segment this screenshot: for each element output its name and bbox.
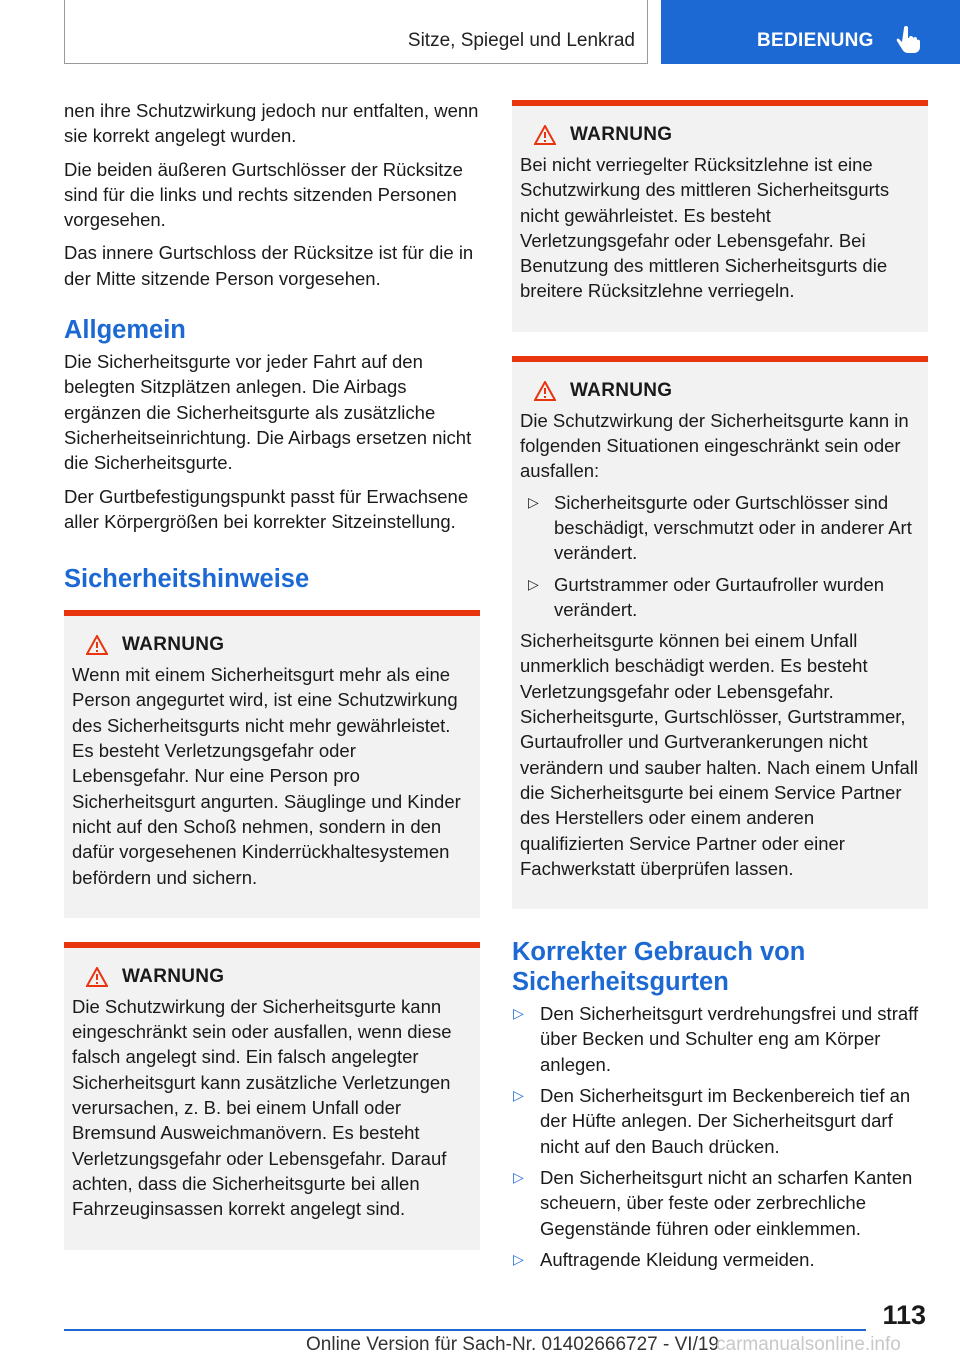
list-item: ▷ Gurtstrammer oder Gurtaufroller wurden verändert. [528,573,885,620]
warning-text: Wenn mit einem Sicherheitsgurt mehr als eine Person angegurtet wird, ist eine Schutzwirkung des Sicherheitsgurts nicht mehr gewährleistet. Es besteht Verletzungsgefahr oder Lebensgefahr. Nur eine Person pro Sicherheitsgurt angurten. Säuglinge und Kinder nicht auf den Schoß nehmen, sondern in den dafür vorgesehenen Kinderrückhaltesystemen befördern und sichern. [72,664,461,888]
warning-box [512,100,928,332]
heading-allgemein: Allgemein [64,316,186,345]
footer-rule [64,1329,866,1331]
triangle-bullet-icon: ▷ [513,1168,524,1185]
triangle-bullet-icon: ▷ [513,1250,524,1267]
warning-triangle-icon [86,635,108,655]
list-item: ▷ Den Sicherheitsgurt verdrehungsfrei und straff über Becken und Schulter eng am Körper anlegen. [513,1003,919,1075]
intro-paragraph: nen ihre Schutzwirkung jedoch nur entfalten, wenn sie korrekt angelegt wurden. [64,100,479,147]
intro-paragraph: Die beiden äußeren Gurtschlösser der Rücksitze sind für die links und rechts sitzenden Personen vorgesehen. [64,158,463,231]
warning-box [64,610,480,918]
list-item: ▷ Sicherheitsgurte oder Gurtschlösser sind beschädigt, verschmutzt oder in anderer Art verändert. [528,491,912,564]
triangle-bullet-icon: ▷ [513,1087,524,1104]
warning-title: WARNUNG [534,124,920,146]
triangle-bullet-icon: ▷ [513,1005,524,1022]
warning-text: Die Schutzwirkung der Sicherheitsgurte kann in folgenden Situationen eingeschränkt sein oder ausfallen: [520,409,909,482]
list-item: ▷ Den Sicherheitsgurt nicht an scharfen Kanten scheuern, über feste oder zerbrechliche Gegenstände führen oder einklemmen. [513,1166,913,1239]
korrekt-list [512,1001,928,1272]
warning-list [520,490,920,622]
header-section-box [64,0,648,64]
heading-sicherheitshinweise: Sicherheitshinweise [64,565,310,594]
heading-korrekter-gebrauch: Korrekter Gebrauch von Sicherheitsgurten [512,938,806,997]
triangle-bullet-icon: ▷ [528,493,539,510]
allgemein-paragraph: Der Gurtbefestigungspunkt passt für Erwachsene aller Körpergrößen bei korrekter Sitzeinstellung. [64,485,469,532]
list-item: ▷ Auftragende Kleidung vermeiden. [512,1247,928,1272]
watermark: carmanualsonline.info [716,1334,901,1355]
online-version-text: Online Version für Sach-Nr. 01402666727 - VI/19 [306,1334,719,1355]
right-column [512,84,928,1278]
allgemein-paragraph: Die Sicherheitsgurte vor jeder Fahrt auf den belegten Sitzplätzen anlegen. Die Airbags ergänzen die Sicherheitsgurte als zusätzliche Sicherheitseinrichtung. Die Airbags ersetzen nicht die Sicherheitsgurte. [64,351,472,474]
intro-paragraph: Das innere Gurtschloss der Rücksitze ist für die in der Mitte sitzende Person vorgesehen. [64,242,474,289]
warning-box [512,356,928,909]
list-item: ▷ Den Sicherheitsgurt im Beckenbereich tief an der Hüfte anlegen. Der Sicherheitsgurt darf nicht auf den Bauch drücken. [513,1085,911,1157]
warning-triangle-icon [86,967,108,987]
warning-text: Bei nicht verriegelter Rücksitzlehne ist eine Schutzwirkung des mittleren Sicherheitsgurts nicht gewährleistet. Es besteht Verletzungsgefahr oder Lebensgefahr. Bei Benutzung des mittleren Sicherheitsgurts die breitere Rücksitzlehne verriegeln. [520,154,890,302]
pointing-hand-icon [895,26,921,54]
warning-title: WARNUNG [86,966,472,988]
triangle-bullet-icon: ▷ [528,575,539,592]
warning-box [64,942,480,1250]
warning-title: WARNUNG [86,634,472,656]
warning-text: Die Schutzwirkung der Sicherheitsgurte kann eingeschränkt sein oder ausfallen, wenn diese falsch angelegt sind. Ein falsch angelegter Sicherheitsgurt kann zusätzliche Verletzungen verursachen, z. B. bei einem Unfall oder Bremsund Ausweichmanövern. Es besteht Verletzungsgefahr oder Lebensgefahr. Darauf achten, dass die Sicherheitsgurte bei allen Fahrzeuginsassen korrekt angelegt sind. [72,995,452,1220]
page-number: 113 [882,1300,926,1330]
warning-title: WARNUNG [534,380,920,402]
warning-triangle-icon [534,381,556,401]
left-column [64,98,480,1274]
header-chapter-title: BEDIENUNG [757,30,874,51]
header-chapter-tab [661,0,960,64]
warning-triangle-icon [534,125,556,145]
warning-text: Sicherheitsgurte können bei einem Unfall unmerklich beschädigt werden. Es besteht Verletzungsgefahr oder Lebensgefahr. Sicherheitsgurte, Gurtschlösser, Gurtstrammer, Gurtaufroller und Gurtverankerungen nicht verändern und sauber halten. Nach einem Unfall die Sicherheitsgurte bei einem Service Partner des Herstellers oder einem anderen qualifizierten Service Partner oder einer Fachwerkstatt überprüfen lassen. [520,630,918,879]
header-section-title: Sitze, Spiegel und Lenkrad [407,30,635,51]
